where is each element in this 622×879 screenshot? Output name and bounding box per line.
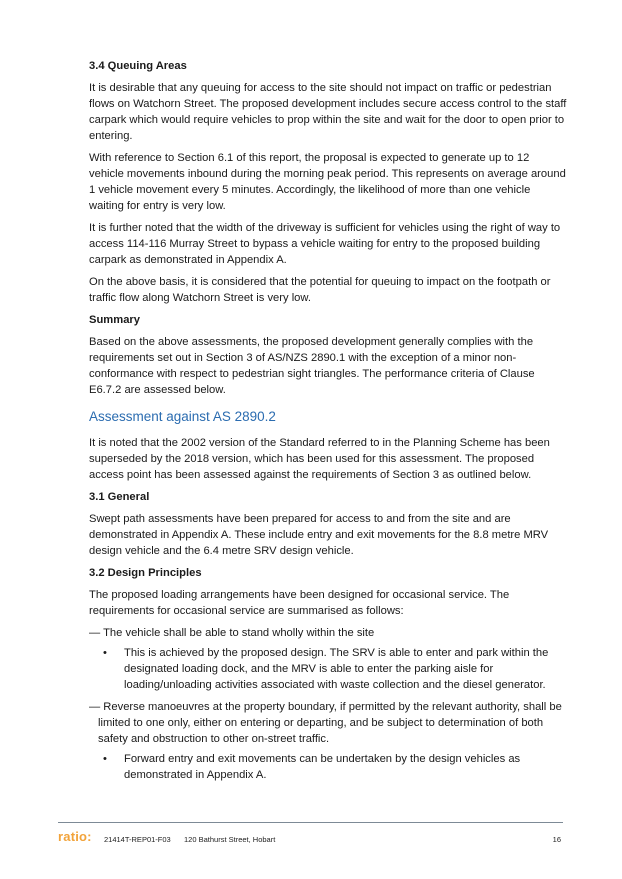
design-paragraph: The proposed loading arrangements have been designed for occasional service. The requirements for occasional service are summarised as follows: xyxy=(89,589,510,617)
page-footer xyxy=(58,829,563,847)
heading-summary: Summary xyxy=(89,314,140,326)
queuing-paragraph-3: It is further noted that the width of the driveway is sufficient for vehicles using the right of way to access 114-116 Murray Street to bypass a vehicle waiting for entry to the proposed building carpark as demonstrated in Appendix A. xyxy=(89,222,561,266)
assessment-paragraph: It is noted that the 2002 version of the Standard referred to in the Planning Scheme has been superseded by the 2018 version, which has been used for this assessment. The proposed access point has been assessed against the requirements of Section 3 as outlined below. xyxy=(89,437,550,481)
bullet-icon: • xyxy=(103,647,107,659)
page-number: 16 xyxy=(552,835,561,844)
heading-general: 3.1 General xyxy=(89,491,150,503)
bullet-text: Forward entry and exit movements can be undertaken by the design vehicles as demonstrated in Appendix A. xyxy=(124,753,521,781)
bullet-item-loading-dock xyxy=(89,645,567,693)
page-body xyxy=(89,58,567,789)
bullet-text: This is achieved by the proposed design. The SRV is able to enter and park within the designated loading dock, and the MRV is able to enter the parking aisle for loading/unloading activities associated with waste collection and the diesel generator. xyxy=(124,647,549,691)
footer-divider xyxy=(58,822,563,823)
queuing-paragraph-4: On the above basis, it is considered that the potential for queuing to impact on the footpath or traffic flow along Watchorn Street is very low. xyxy=(89,276,551,304)
document-reference: 21414T-REP01-F03 xyxy=(104,835,171,844)
dash-item-reverse-manoeuvres: — Reverse manoeuvres at the property boundary, if permitted by the relevant authority, shall be limited to one only, either on entering or departing, and be subject to determination of both safety and obstruction to other on-street traffic. xyxy=(89,701,562,745)
queuing-paragraph-2: With reference to Section 6.1 of this report, the proposal is expected to generate up to 12 vehicle movements inbound during the morning peak period. This represents on average around 1 vehicle movement every 5 minutes. Accordingly, the likelihood of more than one vehicle waiting for entry is very low. xyxy=(89,152,566,212)
heading-queuing-areas: 3.4 Queuing Areas xyxy=(89,60,187,72)
bullet-item-forward-entry xyxy=(89,751,567,783)
project-address: 120 Bathurst Street, Hobart xyxy=(184,835,276,844)
dash-item-stand-within-site: — The vehicle shall be able to stand wholly within the site xyxy=(89,627,375,639)
heading-assessment: Assessment against AS 2890.2 xyxy=(89,409,276,424)
summary-paragraph: Based on the above assessments, the proposed development generally complies with the requirements set out in Section 3 of AS/NZS 2890.1 with the exception of a minor non-conformance with respect to pedestrian sight triangles. The performance criteria of Clause E6.7.2 are assessed below. xyxy=(89,336,535,396)
heading-design-principles: 3.2 Design Principles xyxy=(89,567,202,579)
queuing-paragraph-1: It is desirable that any queuing for access to the site should not impact on traffic or pedestrian flows on Watchorn Street. The proposed development includes secure access control to the staff carpark which would require vehicles to prop within the site and wait for the door to open prior to entering. xyxy=(89,82,567,142)
ratio-logo: ratio: xyxy=(58,829,92,844)
general-paragraph: Swept path assessments have been prepared for access to and from the site and are demonstrated in Appendix A. These include entry and exit movements for the 8.8 metre MRV design vehicle and the 6.4 metre SRV design vehicle. xyxy=(89,513,549,557)
bullet-icon: • xyxy=(103,753,107,765)
